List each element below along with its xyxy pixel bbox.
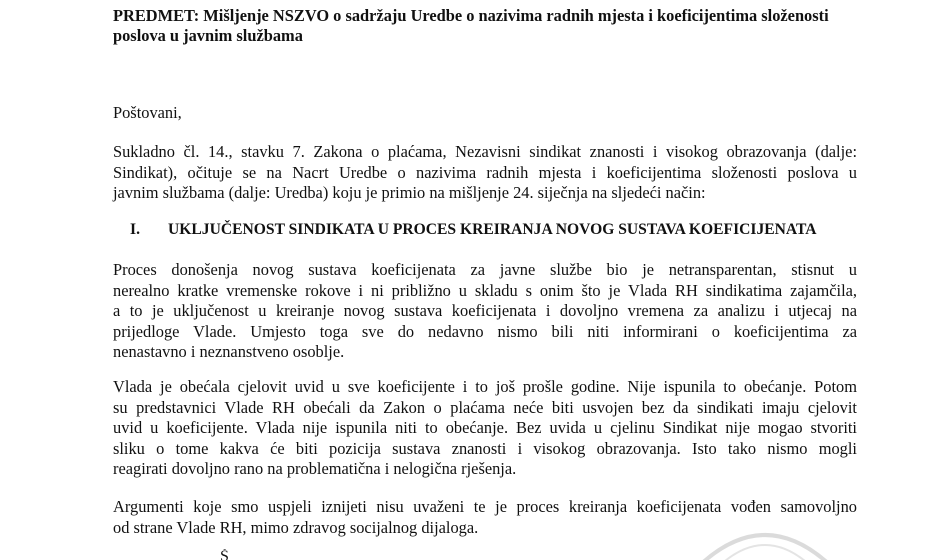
paragraph-line: uvid u koeficijente. Vlada nije ispunila niti to obećanje. Bez uvida u cjelinu Sindikat nije mogao stvoriti	[113, 418, 857, 437]
subject-heading: PREDMET: Mišljenje NSZVO o sadržaju Uredbe o nazivima radnih mjesta i koeficijentima složenosti poslova u javnim službama	[113, 6, 829, 45]
cut-off-heading-fragment: Š	[220, 549, 229, 560]
paragraph-line: Sindikat), očituje se na Nacrt Uredbe o nazivima radnih mjesta i koeficijentima složenosti poslova u	[113, 162, 857, 182]
paragraph-process	[113, 260, 857, 363]
paragraph-line: reagirati dovoljno rano na problematična i nelogična rješenja.	[113, 459, 517, 478]
paragraph-line: nerealno kratke vremenske rokove i ni približno u skladu s onim što je Vlada RH sindikatima zajamčila,	[113, 280, 857, 300]
paragraph-promises	[113, 377, 857, 480]
watermark-seal	[690, 515, 840, 560]
paragraph-line: Proces donošenja novog sustava koeficijenata za javne službe bio je netransparentan, stisnut u	[113, 260, 857, 279]
paragraph-line: od strane Vlade RH, mimo zdravog socijalnog dijaloga.	[113, 517, 479, 537]
paragraph-line: prijedloge Vlade. Umjesto toga sve do nedavno nismo bili niti informirani o koeficijentima za	[113, 321, 857, 341]
salutation: Poštovani,	[113, 103, 182, 122]
paragraph-line: Sukladno čl. 14., stavku 7. Zakona o plaćama, Nezavisni sindikat znanosti i visokog obrazovanja (dalje:	[113, 142, 857, 161]
paragraph-line: nenastavno i neznanstveno osoblje.	[113, 342, 345, 361]
section-number: I.	[130, 221, 140, 238]
paragraph-line: javnim službama (dalje: Uredba) koju je primio na mišljenje 24. siječnja na sljedeći način:	[113, 183, 706, 202]
paragraph-line: sliku o tome kakva će biti pozicija sustava znanosti i visokog obrazovanja. Isto tako nismo mogli	[113, 438, 857, 458]
paragraph-line: Vlada je obećala cjelovit uvid u sve koeficijente i to još prošle godine. Nije ispunila to obećanje. Potom	[113, 377, 857, 396]
paragraph-line: a to je uključenost u kreiranje novog sustava koeficijenata i dovoljno vremena za analizu i utjecaj na	[113, 301, 857, 320]
watermark-arc	[700, 535, 830, 560]
paragraph-line: Argumenti koje smo uspjeli iznijeti nisu uvaženi te je proces kreiranja koeficijenata vođen samovoljno	[113, 497, 857, 516]
section-heading	[130, 220, 817, 240]
section-title: UKLJUČENOST SINDIKATA U PROCES KREIRANJA NOVOG SUSTAVA KOEFICIJENATA	[168, 221, 817, 238]
watermark-inner-arc	[715, 545, 815, 560]
paragraph-line: su predstavnici Vlade RH obećali da Zakon o plaćama neće biti usvojen bez da sindikati imaju cjelovit	[113, 397, 857, 417]
intro-paragraph	[113, 142, 857, 204]
